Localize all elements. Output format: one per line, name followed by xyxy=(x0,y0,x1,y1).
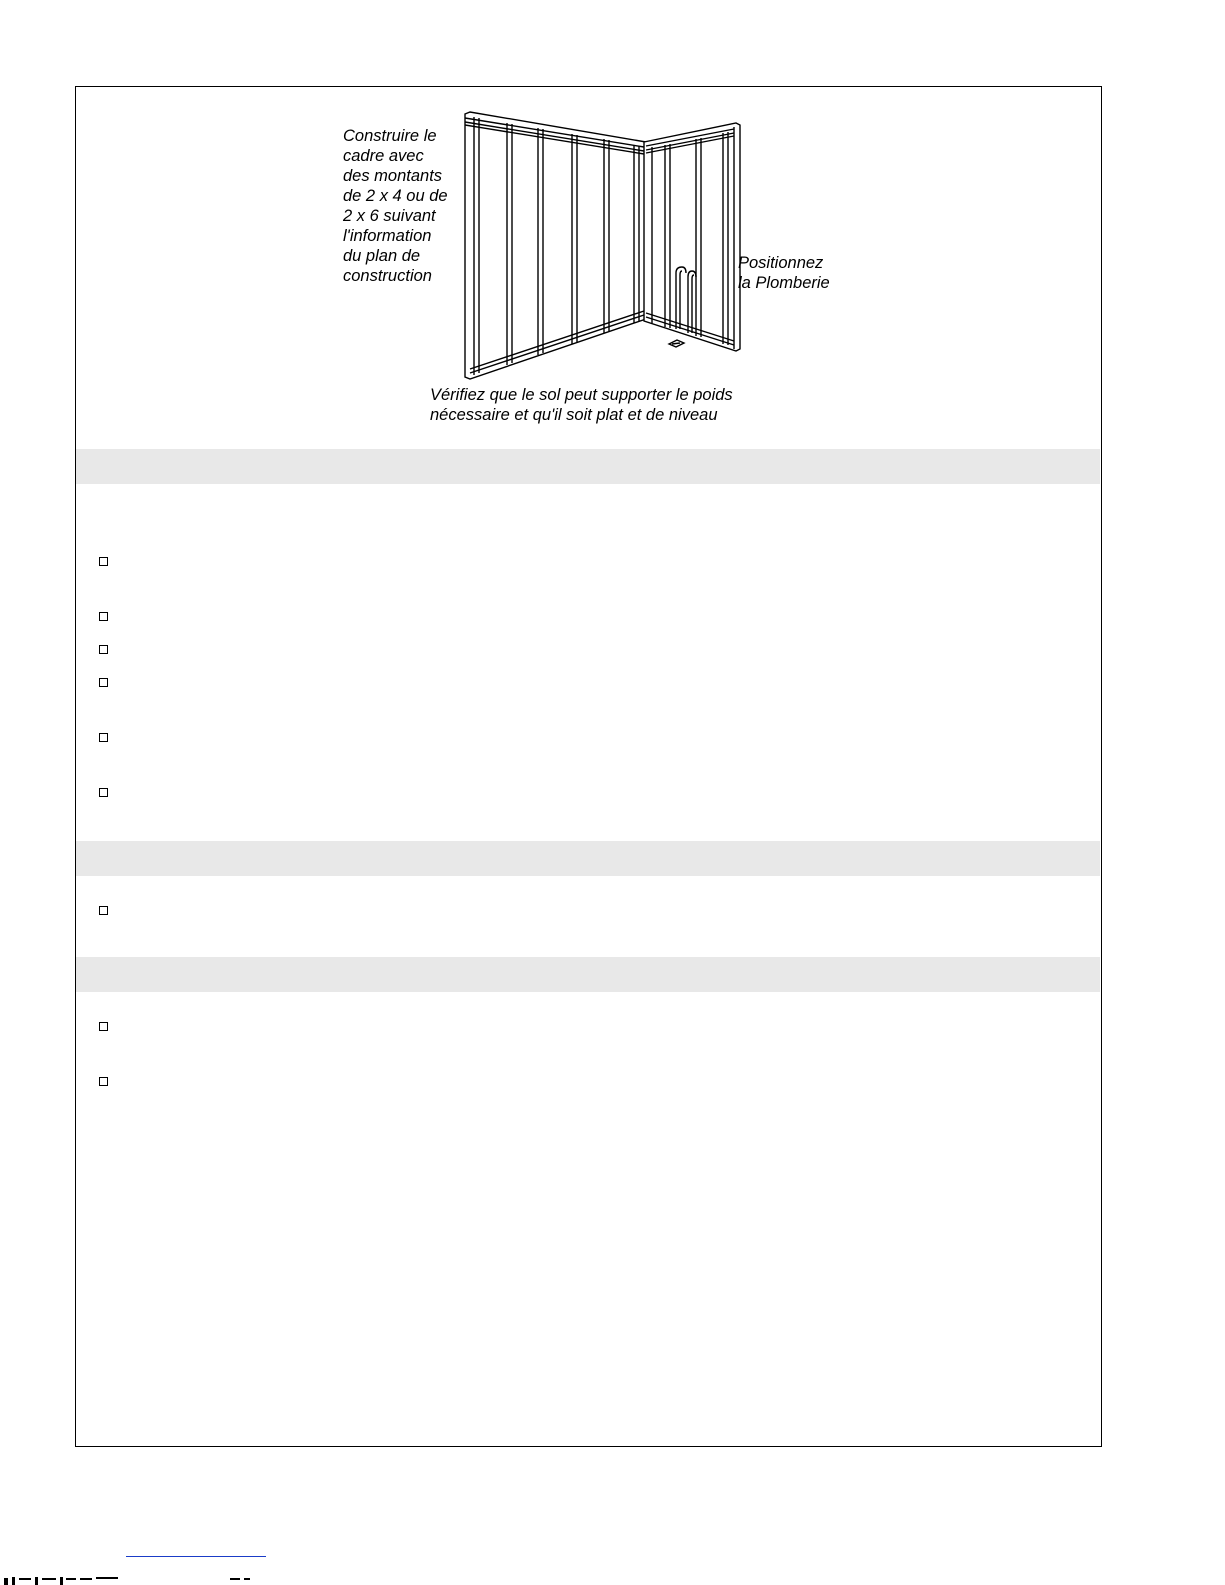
checkbox[interactable] xyxy=(99,557,108,566)
checkbox[interactable] xyxy=(99,788,108,797)
checkbox[interactable] xyxy=(99,612,108,621)
section-header-1 xyxy=(76,449,1100,484)
footer-link-underline[interactable] xyxy=(126,1556,266,1557)
checkbox[interactable] xyxy=(99,645,108,654)
checkbox[interactable] xyxy=(99,678,108,687)
section-title xyxy=(76,966,88,982)
footer-cropped-text xyxy=(0,1575,300,1585)
section-title xyxy=(76,850,88,866)
callout-plumbing-text: Positionnez la Plomberie xyxy=(738,254,830,292)
section-header-2 xyxy=(76,841,1100,876)
section-title xyxy=(76,458,88,474)
checkbox[interactable] xyxy=(99,1077,108,1086)
document-frame xyxy=(75,86,1102,1447)
framing-illustration xyxy=(76,87,1103,447)
checkbox[interactable] xyxy=(99,733,108,742)
section-header-3 xyxy=(76,957,1100,992)
checkbox[interactable] xyxy=(99,906,108,915)
callout-frame-text: Construire le cadre avec des montants de 2 x 4 ou de 2 x 6 suivant l'information du plan de construction xyxy=(343,127,448,285)
checkbox[interactable] xyxy=(99,1022,108,1031)
callout-floor-text: Vérifiez que le sol peut supporter le poids nécessaire et qu'il soit plat et de niveau xyxy=(430,386,733,424)
